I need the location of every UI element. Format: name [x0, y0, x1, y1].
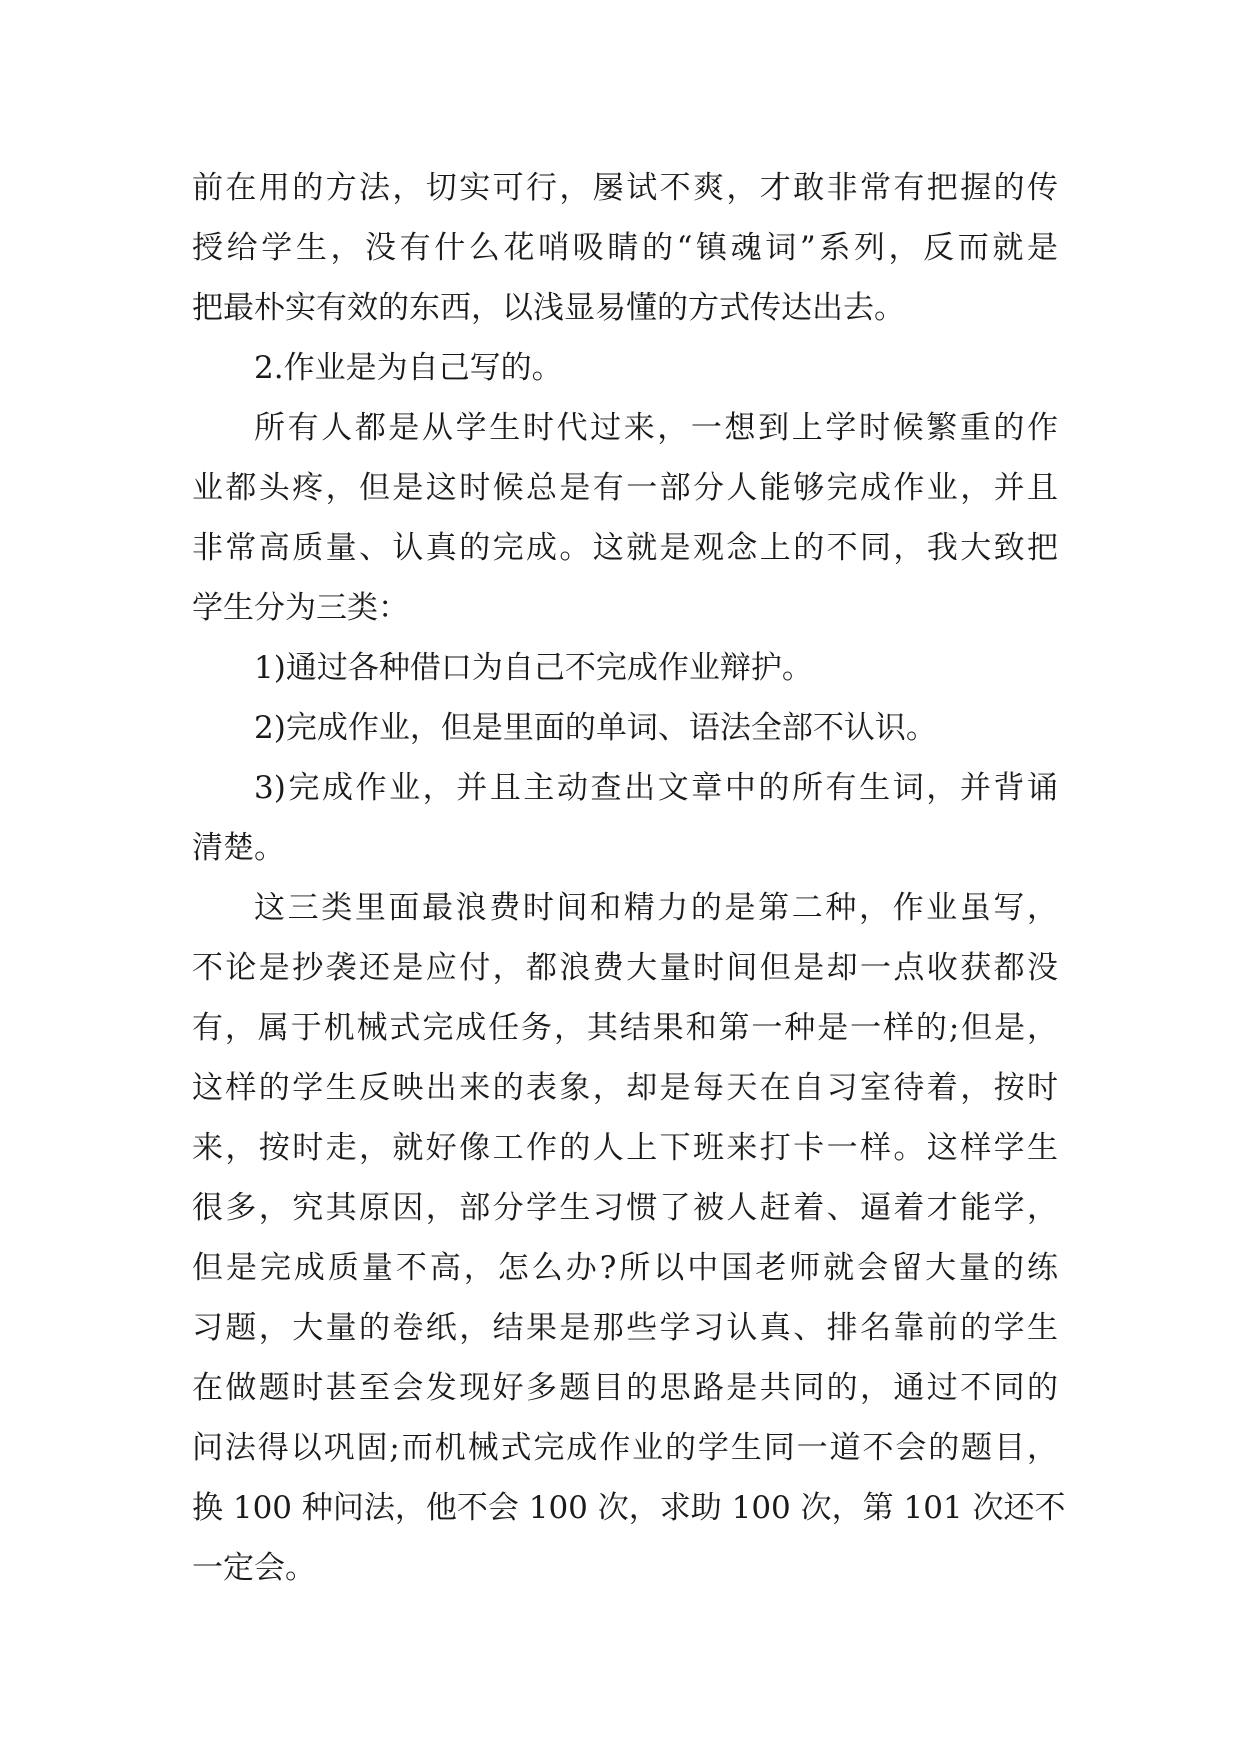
text-line: 换 100 种问法，他不会 100 次，求助 100 次，第 101 次还不 — [192, 1490, 1066, 1526]
text-line: 习题，大量的卷纸，结果是那些学习认真、排名靠前的学生 — [192, 1310, 1058, 1346]
section-heading: 2.作业是为自己写的。 — [254, 350, 563, 386]
text-line: 在做题时甚至会发现好多题目的思路是共同的，通过不同的 — [192, 1370, 1058, 1406]
text-line: 来，按时走，就好像工作的人上下班来打卡一样。这样学生 — [192, 1130, 1058, 1166]
text-line: 业都头疼，但是这时候总是有一部分人能够完成作业，并且 — [192, 470, 1058, 506]
text-line: 但是完成质量不高，怎么办?所以中国老师就会留大量的练 — [192, 1250, 1058, 1286]
paragraph-start: 所有人都是从学生时代过来，一想到上学时候繁重的作 — [254, 410, 1058, 446]
paragraph-start: 这三类里面最浪费时间和精力的是第二种，作业虽写， — [254, 890, 1058, 926]
list-item: 3)完成作业，并且主动查出文章中的所有生词，并背诵 — [254, 770, 1058, 806]
text-line: 把最朴实有效的东西，以浅显易懂的方式传达出去。 — [192, 290, 905, 326]
text-line: 前在用的方法，切实可行，屡试不爽，才敢非常有把握的传 — [192, 170, 1058, 206]
text-line: 不论是抄袭还是应付，都浪费大量时间但是却一点收获都没 — [192, 950, 1058, 986]
text-line: 一定会。 — [192, 1550, 316, 1586]
text-line: 这样的学生反映出来的表象，却是每天在自习室待着，按时 — [192, 1070, 1058, 1106]
list-item: 1)通过各种借口为自己不完成作业辩护。 — [254, 650, 813, 686]
text-line: 问法得以巩固;而机械式完成作业的学生同一道不会的题目， — [192, 1430, 1058, 1466]
text-line: 授给学生，没有什么花哨吸睛的“镇魂词”系列，反而就是 — [192, 230, 1058, 266]
text-line: 很多，究其原因，部分学生习惯了被人赶着、逼着才能学， — [192, 1190, 1058, 1226]
text-line: 学生分为三类： — [192, 590, 409, 626]
text-line: 清楚。 — [192, 830, 285, 866]
list-item: 2)完成作业，但是里面的单词、语法全部不认识。 — [254, 710, 937, 746]
text-line: 有，属于机械式完成任务，其结果和第一种是一样的;但是， — [192, 1010, 1058, 1046]
text-line: 非常高质量、认真的完成。这就是观念上的不同，我大致把 — [192, 530, 1058, 566]
